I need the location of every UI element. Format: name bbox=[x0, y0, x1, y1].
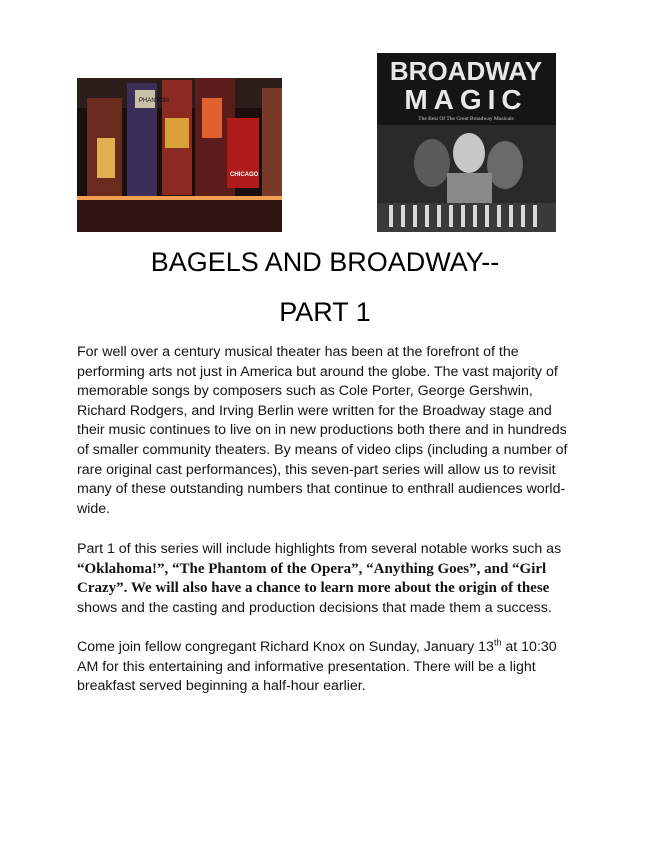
highlights-intro: Part 1 of this series will include highlights from several notable works such as bbox=[77, 541, 562, 557]
highlights-paragraph bbox=[77, 540, 577, 618]
page-subtitle: PART 1 bbox=[279, 297, 371, 327]
page-title: BAGELS AND BROADWAY-- bbox=[150, 247, 500, 277]
highlights-shows: “Oklahoma!”, “The Phantom of the Opera”, “Anything Goes”, and “Girl Crazy”. We will also have a chance to learn more about the origin of these bbox=[77, 560, 550, 597]
highlights-end: shows and the casting and production decisions that made them a success. bbox=[77, 599, 552, 616]
times-square-photo bbox=[77, 78, 282, 232]
times-square-marquee-photo-icon bbox=[77, 78, 282, 232]
sign-chicago: CHICAGO bbox=[230, 172, 259, 178]
album-subtitle: MAGIC bbox=[404, 84, 528, 115]
intro-paragraph: For well over a century musical theater has been at the forefront of the performing arts not just in America but around the globe. The vast majority of memorable songs by composers such as Cole Porter, George Gershwin, Richard Rodgers, and Irving Berlin were written for the Broadway stage and their music continues to live on in new productions both there and in hundreds of smaller community theaters. By means of video clips (including a number of rare original cast performances), this seven-part series will allow us to revisit many of these outstanding numbers that continue to enthrall audiences world-wide. bbox=[77, 344, 568, 517]
broadway-magic-album-cover bbox=[377, 53, 556, 232]
broadway-magic-album-cover-icon bbox=[377, 53, 556, 232]
event-details-paragraph bbox=[77, 638, 577, 697]
album-title: BROADWAY bbox=[389, 56, 543, 86]
event-details-b: at 10:30 AM for this entertaining and informative presentation. There will be a light breakfast served beginning a half-hour earlier. bbox=[77, 639, 557, 695]
event-details-a: Come join fellow congregant Richard Knox on Sunday, January 13 bbox=[77, 639, 494, 655]
date-suffix: th bbox=[493, 637, 502, 648]
album-tagline: The Best Of The Great Broadway Musicals bbox=[418, 116, 514, 122]
sign-phantom: PHANTOM bbox=[139, 98, 169, 104]
